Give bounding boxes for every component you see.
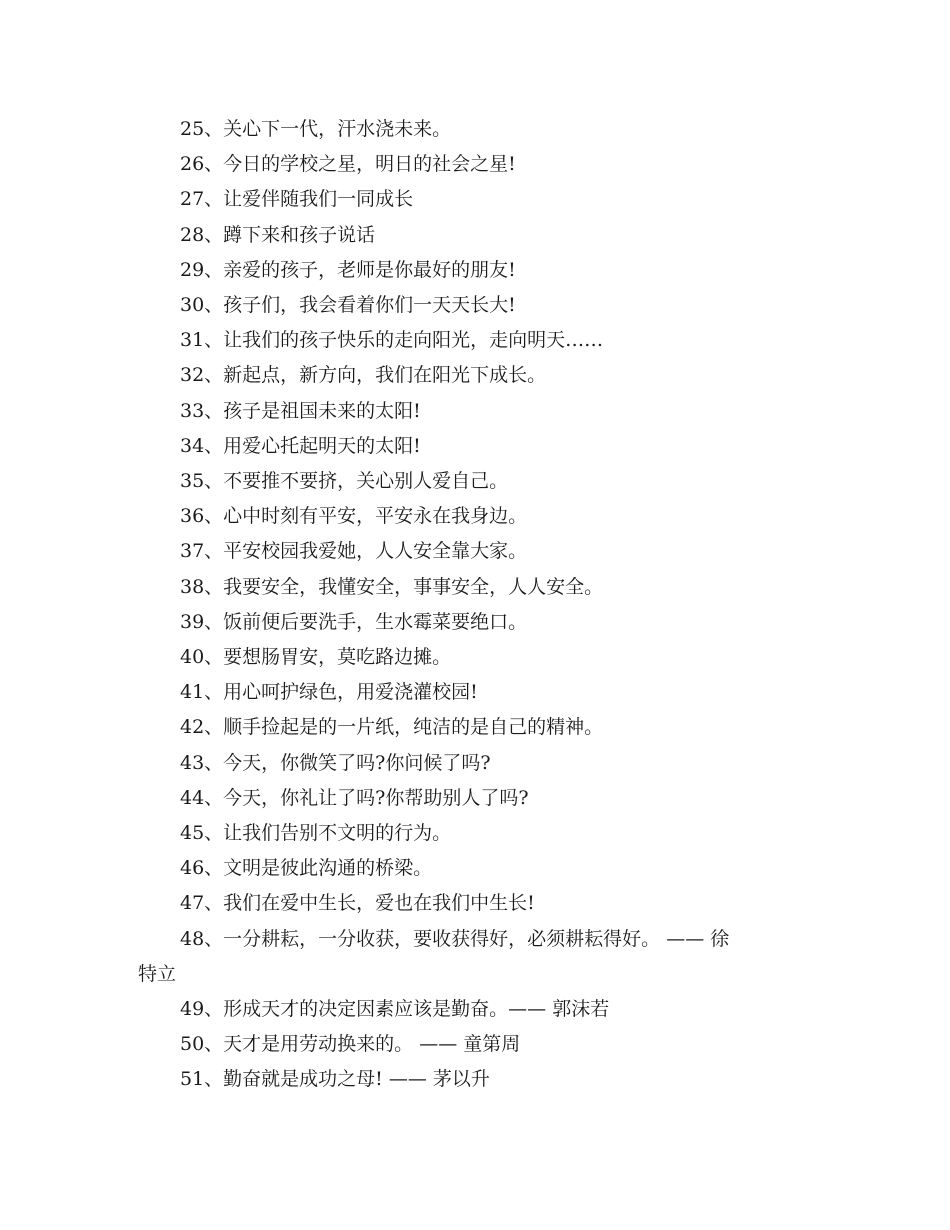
- slogan-line: 46、文明是彼此沟通的桥梁。: [180, 857, 433, 880]
- slogan-line: 27、让爱伴随我们一同成长: [180, 188, 414, 211]
- slogan-line: 39、饭前便后要洗手，生水霉菜要绝口。: [180, 610, 528, 633]
- slogan-line: 43、今天，你微笑了吗?你问候了吗?: [180, 751, 491, 774]
- slogan-line: 26、今日的学校之星，明日的社会之星!: [180, 153, 516, 176]
- slogan-line: 28、蹲下来和孩子说话: [180, 223, 376, 246]
- slogan-line: 32、新起点，新方向，我们在阳光下成长。: [180, 364, 547, 387]
- quote-item-48: [138, 922, 828, 992]
- slogan-line: 45、让我们告别不文明的行为。: [180, 822, 452, 845]
- slogan-line: 37、平安校园我爱她，人人安全靠大家。: [180, 540, 528, 563]
- document-body: [138, 112, 828, 1098]
- quote-line-48-part1: 48、一分耕耘，一分收获，要收获得好，必须耕耘得好。 —— 徐: [180, 927, 730, 950]
- quote-line: 49、形成天才的决定因素应该是勤奋。—— 郭沫若: [180, 998, 610, 1021]
- slogan-line: 33、孩子是祖国未来的太阳!: [180, 399, 421, 422]
- slogan-line: 31、让我们的孩子快乐的走向阳光，走向明天……: [180, 329, 604, 352]
- slogan-line: 47、我们在爱中生长，爱也在我们中生长!: [180, 892, 535, 915]
- slogan-line: 38、我要安全，我懂安全，事事安全，人人安全。: [180, 575, 604, 598]
- slogan-line: 25、关心下一代，汗水浇未来。: [180, 118, 452, 140]
- slogan-line: 41、用心呵护绿色，用爱浇灌校园!: [180, 681, 478, 704]
- slogan-line: 44、今天，你礼让了吗?你帮助别人了吗?: [180, 786, 529, 809]
- slogan-line: 34、用爱心托起明天的太阳!: [180, 434, 421, 457]
- quote-line: 50、天才是用劳动换来的。 —— 童第周: [180, 1033, 521, 1056]
- quote-line: 51、勤奋就是成功之母! —— 茅以升: [180, 1068, 490, 1091]
- slogan-line: 35、不要推不要挤，关心别人爱自己。: [180, 470, 509, 493]
- slogan-line: 40、要想肠胃安，莫吃路边摊。: [180, 646, 452, 669]
- slogan-line: 36、心中时刻有平安，平安永在我身边。: [180, 505, 528, 528]
- slogan-line: 42、顺手捡起是的一片纸，纯洁的是自己的精神。: [180, 716, 604, 739]
- slogan-line: 29、亲爱的孩子，老师是你最好的朋友!: [180, 258, 516, 281]
- quote-line-48-part2: 特立: [138, 962, 177, 985]
- slogan-line: 30、孩子们，我会看着你们一天天长大!: [180, 294, 516, 317]
